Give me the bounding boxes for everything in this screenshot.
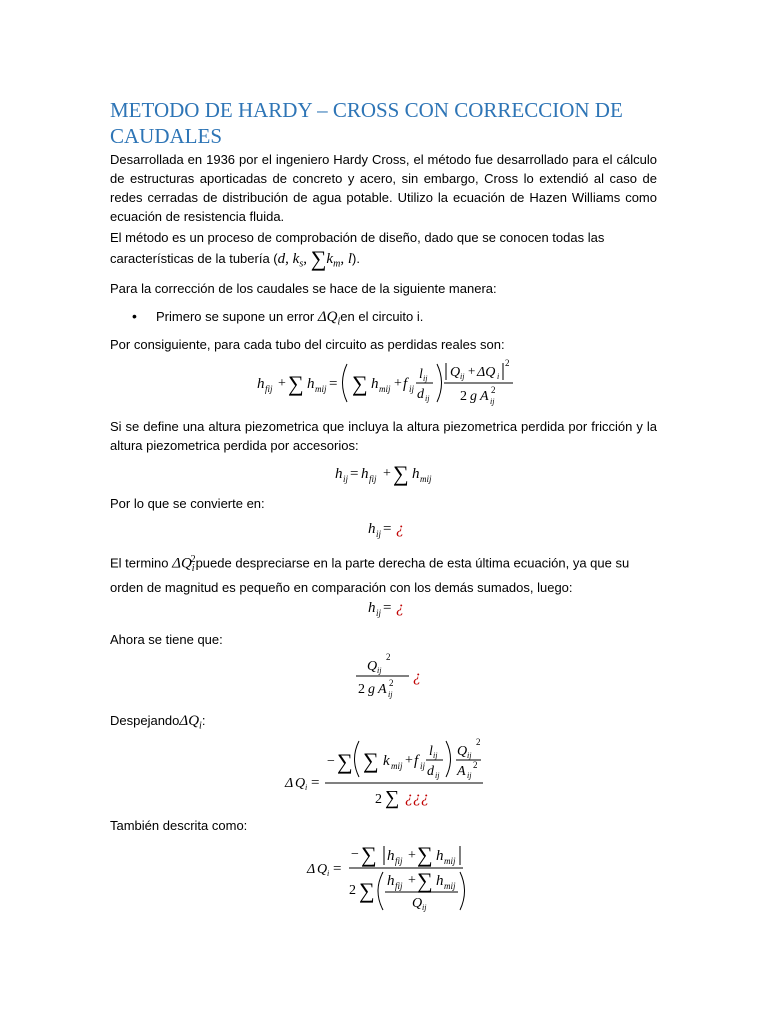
svg-text:ij: ij bbox=[376, 608, 382, 618]
paragraph-piezometric: Si se define una altura piezometrica que incluya la altura piezometrica perdida por fricción y la altura piezometrica perdida por accesorios: bbox=[110, 419, 657, 453]
math-delta-q-solving-sub: i bbox=[199, 720, 202, 732]
svg-text:h: h bbox=[257, 376, 265, 392]
svg-text:2: 2 bbox=[386, 652, 391, 662]
svg-text:Q: Q bbox=[295, 776, 306, 791]
math-delta-q-sub: i bbox=[337, 316, 341, 328]
svg-text:mij: mij bbox=[444, 881, 456, 891]
paragraph-term bbox=[110, 550, 657, 597]
svg-text:l: l bbox=[429, 744, 433, 759]
paragraph-solving-label: Despejando bbox=[110, 713, 180, 728]
svg-text:2: 2 bbox=[375, 792, 382, 807]
svg-text:ij: ij bbox=[435, 771, 440, 780]
svg-text:h: h bbox=[368, 600, 376, 616]
svg-text:¿¿¿: ¿¿¿ bbox=[405, 789, 429, 806]
paragraph-method-line2-start: características de la tubería ( bbox=[110, 251, 278, 266]
svg-text:ij: ij bbox=[460, 372, 465, 381]
svg-text:+: + bbox=[408, 848, 416, 863]
svg-text:i: i bbox=[327, 869, 330, 878]
svg-text:h: h bbox=[307, 376, 315, 392]
svg-text:h: h bbox=[436, 848, 444, 864]
svg-text:ΔQ: ΔQ bbox=[477, 365, 496, 380]
math-var-l: l bbox=[347, 251, 352, 267]
svg-text:+: + bbox=[278, 376, 286, 391]
svg-text:¿: ¿ bbox=[396, 599, 404, 616]
svg-text:fij: fij bbox=[265, 384, 273, 394]
svg-text:∑: ∑ bbox=[385, 787, 400, 809]
svg-text:g: g bbox=[470, 389, 477, 404]
bullet-item bbox=[156, 307, 656, 332]
svg-text:Q: Q bbox=[317, 862, 328, 877]
paragraph-method-line2-end: ). bbox=[351, 251, 360, 266]
svg-text:=: = bbox=[383, 600, 392, 616]
math-delta-q-solving: ΔQ bbox=[179, 713, 200, 729]
equation-hij-a bbox=[366, 515, 416, 541]
document-title: METODO DE HARDY – CROSS CON CORRECCION DE CAUDALES bbox=[110, 98, 623, 148]
svg-text:ij: ij bbox=[343, 474, 349, 484]
svg-text:f: f bbox=[414, 753, 419, 769]
svg-text:=: = bbox=[333, 861, 342, 877]
svg-text:+: + bbox=[468, 363, 476, 378]
svg-text:2: 2 bbox=[476, 737, 481, 747]
svg-text:ij: ij bbox=[467, 751, 472, 760]
math-var-d: d bbox=[277, 251, 286, 267]
svg-text:=: = bbox=[329, 376, 338, 392]
svg-text:f: f bbox=[403, 376, 408, 392]
svg-text:d: d bbox=[417, 387, 424, 402]
bullet-marker: • bbox=[132, 308, 137, 324]
svg-text:∑: ∑ bbox=[417, 868, 433, 893]
equation-real-losses bbox=[255, 357, 525, 409]
svg-text:Δ: Δ bbox=[285, 776, 294, 791]
svg-text:ij: ij bbox=[425, 394, 430, 403]
svg-text:∑: ∑ bbox=[359, 878, 375, 903]
bullet-item-end: en el circuito i. bbox=[340, 309, 424, 324]
svg-text:∑: ∑ bbox=[393, 461, 409, 486]
svg-text:d: d bbox=[427, 764, 434, 779]
svg-text:h: h bbox=[335, 466, 343, 482]
svg-text:=: = bbox=[350, 466, 359, 482]
paragraph-also: También descrita como: bbox=[110, 818, 248, 833]
paragraph-term-end: puede despreciarse en la parte derecha de esta última ecuación, ya que su bbox=[195, 555, 630, 571]
svg-text:mij: mij bbox=[420, 474, 432, 484]
paragraph-term-start: El termino bbox=[110, 555, 169, 571]
equation-hij-b bbox=[366, 594, 416, 620]
svg-text:h: h bbox=[436, 873, 444, 889]
math-var-k: k bbox=[292, 251, 300, 267]
equation-fraction bbox=[353, 650, 433, 702]
paragraph-convert: Por lo que se convierte en: bbox=[110, 496, 265, 511]
paragraph-now: Ahora se tiene que: bbox=[110, 632, 223, 647]
equation-piezometric-height bbox=[333, 459, 443, 487]
math-var-ks-sub: s bbox=[299, 258, 304, 270]
svg-text:mij: mij bbox=[315, 384, 327, 394]
svg-text:2: 2 bbox=[389, 678, 394, 688]
svg-text:Q: Q bbox=[412, 896, 423, 911]
svg-text:ij: ij bbox=[490, 397, 495, 406]
svg-text:∑: ∑ bbox=[363, 748, 379, 773]
svg-text:2: 2 bbox=[473, 760, 478, 770]
svg-text:−: − bbox=[351, 847, 359, 862]
paragraph-losses: Por consiguiente, para cada tubo del circuito as perdidas reales son: bbox=[110, 337, 505, 352]
svg-text:h: h bbox=[387, 848, 395, 864]
svg-text:mij: mij bbox=[391, 761, 403, 771]
svg-text:ij: ij bbox=[420, 761, 426, 771]
math-delta-q-term-sub: i bbox=[191, 562, 195, 574]
svg-text:ij: ij bbox=[433, 751, 438, 760]
paragraph-method-line1: El método es un proceso de comprobación de diseño, dado que se conocen todas las bbox=[110, 230, 605, 245]
svg-text:∑: ∑ bbox=[417, 842, 433, 867]
svg-text:ij: ij bbox=[422, 903, 427, 912]
svg-text:A: A bbox=[480, 389, 489, 404]
paragraph-solving: DespejandoΔQ$_i$: bbox=[110, 713, 206, 732]
svg-text:Q: Q bbox=[457, 744, 468, 759]
svg-text:+: + bbox=[408, 873, 416, 888]
svg-text:∑: ∑ bbox=[337, 749, 353, 774]
svg-text:h: h bbox=[361, 466, 369, 482]
svg-text:∑: ∑ bbox=[361, 842, 377, 867]
svg-text:h: h bbox=[371, 376, 379, 392]
svg-text:∑: ∑ bbox=[352, 371, 368, 396]
svg-text:mij: mij bbox=[379, 384, 391, 394]
math-var-km-sub: m bbox=[333, 258, 341, 270]
math-delta-q: ΔQ bbox=[317, 309, 338, 325]
svg-text:−: − bbox=[327, 754, 335, 769]
paragraph-method bbox=[110, 228, 657, 274]
svg-text:Δ: Δ bbox=[307, 862, 316, 877]
svg-text:ij: ij bbox=[388, 690, 393, 699]
svg-text:h: h bbox=[387, 873, 395, 889]
svg-text:Q: Q bbox=[367, 659, 378, 674]
svg-text:2: 2 bbox=[505, 358, 510, 368]
svg-text:g: g bbox=[368, 682, 375, 697]
svg-text:ij: ij bbox=[376, 529, 382, 539]
svg-text:=: = bbox=[311, 775, 320, 791]
svg-text:+: + bbox=[394, 376, 402, 391]
svg-text:∑: ∑ bbox=[288, 371, 304, 396]
svg-text:A: A bbox=[457, 764, 466, 779]
svg-text:2: 2 bbox=[460, 389, 467, 404]
svg-text:+: + bbox=[383, 466, 391, 481]
svg-text:2: 2 bbox=[349, 883, 356, 898]
svg-text:i: i bbox=[497, 372, 500, 381]
svg-text:ij: ij bbox=[377, 666, 382, 675]
svg-text:=: = bbox=[383, 521, 392, 537]
equation-delta-q-solved bbox=[283, 735, 493, 807]
svg-text:ij: ij bbox=[423, 374, 428, 383]
paragraph-term-line2: orden de magnitud es pequeño en comparación con los demás sumados, luego: bbox=[110, 579, 573, 595]
svg-text:Q: Q bbox=[450, 365, 461, 380]
math-delta-q-term: ΔQ bbox=[172, 555, 192, 572]
math-var-km: k bbox=[326, 251, 334, 267]
svg-text:k: k bbox=[383, 753, 390, 769]
svg-text:fij: fij bbox=[395, 881, 403, 891]
math-delta-q-term-sup: 2 bbox=[190, 554, 196, 565]
paragraph-method-line2: características de la tubería (d, $k_s$, $\sum k_m$, l). bbox=[110, 246, 360, 271]
math-sum-symbol: ∑ bbox=[310, 246, 327, 271]
svg-text:¿: ¿ bbox=[396, 520, 404, 537]
svg-text:2: 2 bbox=[491, 385, 496, 395]
paragraph-intro: Desarrollada en 1936 por el ingeniero Hardy Cross, el método fue desarrollado para el cálculo de estructuras aporticadas de concreto y acero, sin embargo, Cross lo extendió al caso de redes cerradas de distribución de agua potable. Utilizo la ecuación de Hazen Williams como ecuación de resistencia fluida. bbox=[110, 152, 657, 224]
svg-text:2: 2 bbox=[358, 682, 365, 697]
svg-text:¿: ¿ bbox=[413, 668, 421, 685]
svg-text:i: i bbox=[305, 783, 308, 792]
svg-text:+: + bbox=[405, 753, 413, 768]
paragraph-correction: Para la corrección de los caudales se hace de la siguiente manera: bbox=[110, 281, 497, 296]
svg-text:h: h bbox=[412, 466, 420, 482]
bullet-item-start: Primero se supone un error bbox=[156, 309, 315, 324]
svg-text:fij: fij bbox=[395, 856, 403, 866]
svg-text:l: l bbox=[419, 367, 423, 382]
equation-delta-q-alt bbox=[305, 838, 475, 914]
svg-text:fij: fij bbox=[369, 474, 377, 484]
svg-text:A: A bbox=[378, 682, 387, 697]
svg-text:ij: ij bbox=[409, 384, 415, 394]
svg-text:ij: ij bbox=[467, 771, 472, 780]
svg-text:mij: mij bbox=[444, 856, 456, 866]
svg-text:h: h bbox=[368, 521, 376, 537]
